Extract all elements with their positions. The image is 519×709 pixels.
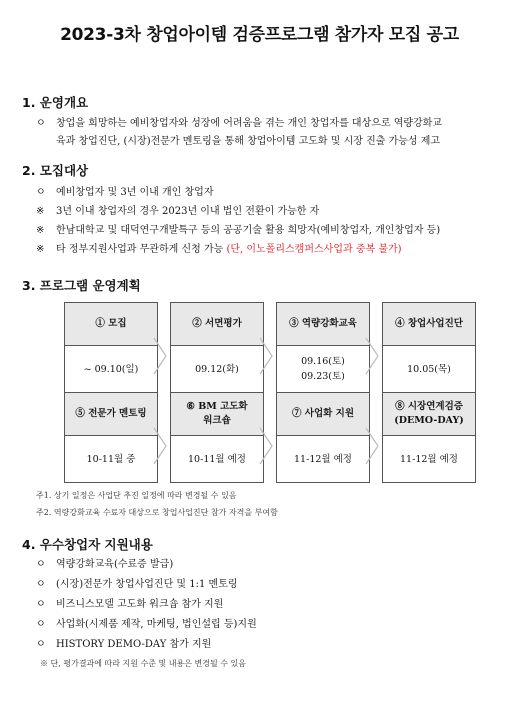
step-card <box>170 302 264 393</box>
section-heading-target: 2. 모집대상 <box>22 163 89 178</box>
step-date: 10-11월 예정 <box>188 453 246 465</box>
bullet-mark: ㅇ <box>36 619 46 630</box>
target-text: 한남대학교 및 대덕연구개발특구 등의 공공기술 활용 희망자(예비창업자, 개인창업자 등) <box>56 225 441 236</box>
step-label: ⑥ BM 고도화 워크숍 <box>171 393 263 436</box>
step-card <box>382 392 476 483</box>
step-card <box>64 392 158 483</box>
support-footnote: ※ 단, 평가결과에 따라 지원 수준 및 내용은 변경될 수 있음 <box>40 659 246 668</box>
chevron-right-icon <box>152 426 168 466</box>
step-card <box>276 302 370 393</box>
restriction-text: (단, 이노폴리스캠퍼스사업과 중복 불가) <box>226 244 402 255</box>
overview-text-2: 육과 창업진단, (시장)전문가 멘토링을 통해 창업아이템 고도화 및 시장 진출 가능성 제고 <box>56 136 441 147</box>
step-label: ② 서면평가 <box>171 303 263 346</box>
step-date: 09.16(토) 09.23(토) <box>301 356 345 382</box>
target-text: 3년 이내 창업자의 경우 2023년 이내 법인 전환이 가능한 자 <box>56 206 320 217</box>
schedule-note-2: 주2. 역량강화교육 수료자 대상으로 창업사업진단 참가 자격을 부여함 <box>36 508 278 517</box>
bullet-mark: ㅇ <box>36 639 46 650</box>
bullet-mark: ㅇ <box>36 579 46 590</box>
bullet-mark: ㅇ <box>36 187 46 198</box>
chevron-right-icon <box>364 426 380 466</box>
step-label: ⑧ 시장연계검증 (DEMO-DAY) <box>383 393 475 436</box>
step-label: ④ 창업사업진단 <box>383 303 475 346</box>
note-mark: ※ <box>36 206 45 217</box>
overview-text-1: 창업을 희망하는 예비창업자와 성장에 어려움을 겪는 개인 창업자를 대상으로 역량강화교 <box>56 118 443 129</box>
step-label: ⑤ 전문가 멘토링 <box>65 393 157 436</box>
target-item <box>36 205 319 219</box>
support-item <box>36 558 173 572</box>
support-text: 사업화(시제품 제작, 마케팅, 법인설립 등)지원 <box>56 619 257 630</box>
chevron-right-icon <box>258 426 274 466</box>
step-card <box>276 392 370 483</box>
step-date: 10.05(목) <box>407 363 451 375</box>
page-title: 2023-3차 창업아이템 검증프로그램 참가자 모집 공고 <box>60 25 459 45</box>
step-label: ③ 역량강화교육 <box>277 303 369 346</box>
target-item <box>36 243 402 257</box>
section-heading-overview: 1. 운영개요 <box>22 95 89 110</box>
step-label: ⑦ 사업화 지원 <box>277 393 369 436</box>
support-text: (시장)전문가 창업사업진단 및 1:1 멘토링 <box>56 579 238 590</box>
section-heading-plan: 3. 프로그램 운영계획 <box>22 278 141 293</box>
bullet-mark: ㅇ <box>36 118 46 129</box>
target-item <box>36 224 440 238</box>
chevron-right-icon <box>152 336 168 376</box>
support-item <box>36 578 238 592</box>
bullet-mark: ㅇ <box>36 559 46 570</box>
overview-line-1 <box>36 117 442 131</box>
section-heading-support: 4. 우수창업자 지원내용 <box>22 537 153 552</box>
bullet-mark: ㅇ <box>36 599 46 610</box>
support-text: 역량강화교육(수료증 발급) <box>56 559 174 570</box>
step-card <box>64 302 158 393</box>
step-date: ~ 09.10(일) <box>83 363 139 375</box>
step-card <box>170 392 264 483</box>
support-item <box>36 598 223 612</box>
schedule-note-1: 주1. 상기 일정은 사업단 추진 일정에 따라 변경될 수 있음 <box>36 491 237 500</box>
target-item <box>36 186 214 200</box>
step-date: 11-12월 예정 <box>294 453 352 465</box>
support-text: 비즈니스모델 고도화 워크숍 참가 지원 <box>56 599 224 610</box>
target-text: 예비창업자 및 3년 이내 개인 창업자 <box>56 187 214 198</box>
chevron-right-icon <box>258 336 274 376</box>
step-date: 11-12월 예정 <box>400 453 458 465</box>
step-date: 10-11월 중 <box>86 453 136 465</box>
step-date: 09.12(화) <box>195 363 239 375</box>
target-text: 타 정부지원사업과 무관하게 신청 가능 <box>56 244 227 255</box>
step-label: ① 모집 <box>65 303 157 346</box>
support-item <box>36 618 257 632</box>
support-text: HISTORY DEMO-DAY 참가 지원 <box>56 639 212 650</box>
step-card <box>382 302 476 393</box>
note-mark: ※ <box>36 225 45 236</box>
chevron-right-icon <box>364 336 380 376</box>
note-mark: ※ <box>36 244 45 255</box>
support-item <box>36 638 211 652</box>
